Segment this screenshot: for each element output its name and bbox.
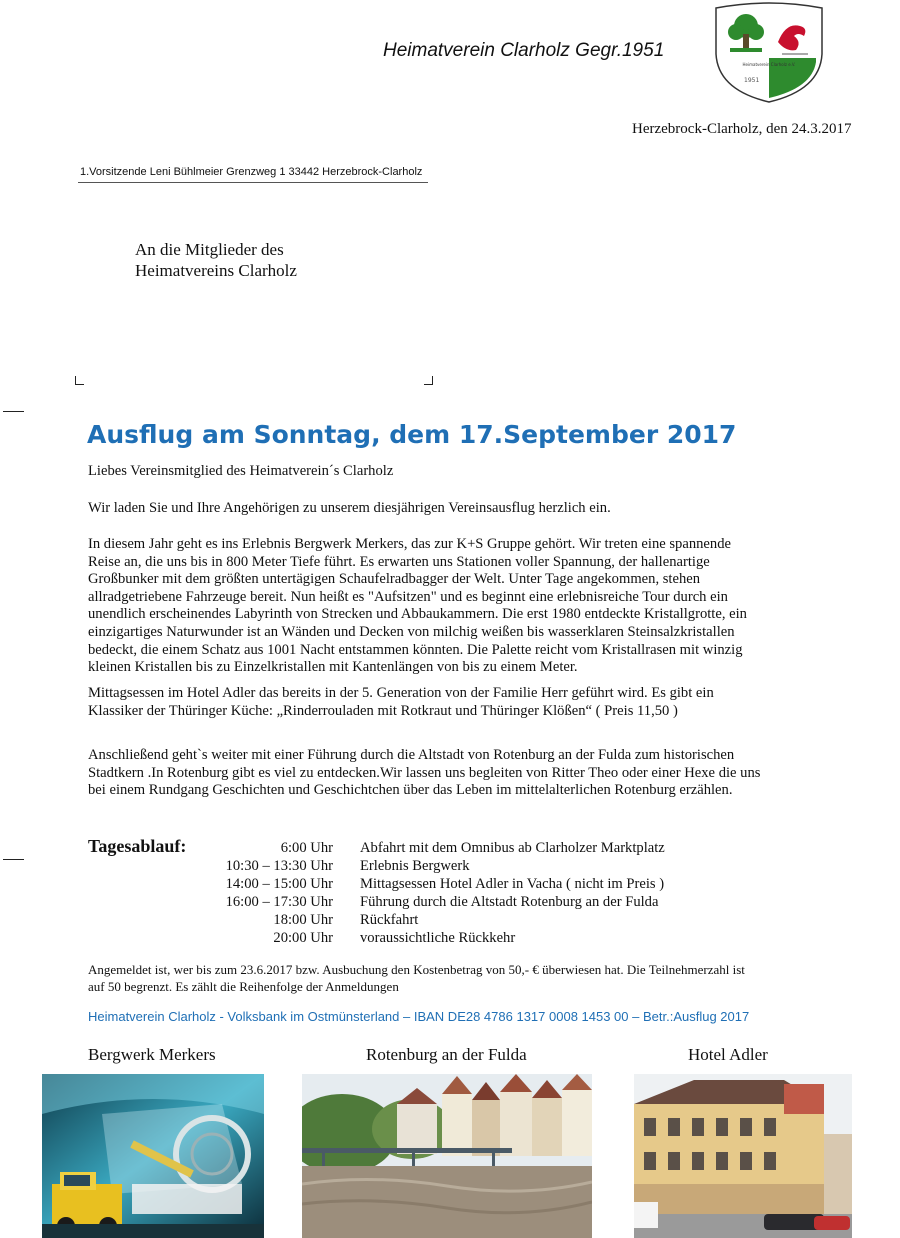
paragraph-bergwerk [88, 536, 818, 677]
paragraph-line: Anschließend geht`s weiter mit einer Führung durch die Altstadt von Rotenburg an der Fulda zum historischen [88, 747, 735, 763]
schedule-event: Mittagsessen Hotel Adler in Vacha ( nicht im Preis ) [360, 876, 665, 892]
paragraph-line: Reise an, die uns bis in 800 Meter Tiefe führt. Es erwarten uns Stationen voller Spannung, der hallenartige [88, 553, 710, 570]
paragraph-lunch [88, 685, 818, 720]
schedule-event: Erlebnis Bergwerk [360, 858, 470, 874]
schedule-time: 18:00 Uhr [273, 912, 333, 928]
hotel-photo [634, 1074, 852, 1238]
schedule-event: Rückfahrt [360, 912, 419, 928]
recipient-line-2: Heimatvereins Clarholz [135, 261, 297, 280]
schedule-row [190, 929, 665, 947]
schedule-time: 14:00 – 15:00 Uhr [225, 876, 333, 892]
photo-caption-hotel: Hotel Adler [688, 1045, 768, 1064]
town-river-photo [302, 1074, 592, 1238]
address-corner-mark-right [424, 376, 433, 385]
schedule-label: Tagesablauf: [88, 836, 187, 856]
paragraph-line: einzigartiges Naturwunder ist an Wänden und Decken von milchig weißen bis wasserklaren Steinsalzkristallen [88, 623, 735, 640]
mine-photo [42, 1074, 264, 1238]
headline: Ausflug am Sonntag, dem 17.September 2017 [87, 420, 737, 449]
registration-line: auf 50 begrenzt. Es zählt die Reihenfolge der Anmeldungen [88, 978, 399, 994]
fold-mark-top [3, 411, 24, 412]
paragraph-rotenburg [88, 747, 818, 800]
paragraph-line: Mittagsessen im Hotel Adler das bereits in der 5. Generation von der Familie Herr geführt wird. Es gibt ein [88, 685, 714, 701]
paragraph-line: kleinen Kristallen bis zu Einzelkristallen mit Kantenlängen von bis zu einem Meter. [88, 659, 578, 676]
paragraph-line: Großbunker mit dem größten untertägigen Schaufelradbagger der Welt. Unter Tage angekommen, stehen [88, 571, 701, 588]
schedule-time: 6:00 Uhr [280, 840, 333, 856]
schedule-time: 20:00 Uhr [273, 930, 333, 946]
sender-line: 1.Vorsitzende Leni Bühlmeier Grenzweg 1 33442 Herzebrock-Clarholz [80, 166, 423, 178]
registration-note [88, 962, 745, 995]
schedule-row [190, 875, 665, 893]
schedule-row [190, 911, 665, 929]
schedule-time: 16:00 – 17:30 Uhr [225, 894, 333, 910]
schedule-row [190, 893, 665, 911]
crest-icon [708, 2, 830, 104]
paragraph-line: In diesem Jahr geht es ins Erlebnis Bergwerk Merkers, das zur K+S Gruppe gehört. Wir treten eine spannende [88, 536, 731, 552]
photo-caption-rotenburg: Rotenburg an der Fulda [366, 1045, 527, 1064]
schedule-event: voraussichtliche Rückkehr [360, 930, 516, 946]
schedule-event: Abfahrt mit dem Omnibus ab Clarholzer Marktplatz [360, 840, 665, 856]
bank-details: Heimatverein Clarholz - Volksbank im Ostmünsterland – IBAN DE28 4786 1317 0008 1453 00 – Betr.:Ausflug 2017 [88, 1009, 750, 1024]
schedule-event: Führung durch die Altstadt Rotenburg an der Fulda [360, 894, 659, 910]
schedule-table [190, 839, 665, 947]
fold-mark-bottom [3, 859, 24, 860]
org-title: Heimatverein Clarholz Gegr.1951 [383, 40, 665, 61]
sender-divider [78, 182, 428, 183]
invitation-text: Wir laden Sie und Ihre Angehörigen zu unserem diesjährigen Vereinsausflug herzlich ein. [88, 500, 611, 516]
recipient-address [135, 239, 297, 281]
address-corner-mark-left [75, 376, 84, 385]
paragraph-line: bei einem Rundgang Geschichten und Geschichtchen über das Leben im mittelalterlichen Rotenburg erzählen. [88, 782, 733, 799]
date-line: Herzebrock-Clarholz, den 24.3.2017 [632, 121, 852, 137]
schedule-time: 10:30 – 13:30 Uhr [225, 858, 333, 874]
greeting: Liebes Vereinsmitglied des Heimatverein´s Clarholz [88, 463, 394, 479]
paragraph-line: bedeckt, die einem Schatz aus 1001 Nacht entstammen könnten. Die Palette reicht vom Kristallrasen mit winzig [88, 641, 743, 658]
paragraph-line: Klassiker der Thüringer Küche: „Rinderrouladen mit Rotkraut und Thüringer Klößen“ ( Preis 11,50 ) [88, 702, 678, 719]
registration-line: Angemeldet ist, wer bis zum 23.6.2017 bzw. Ausbuchung den Kostenbetrag von 50,- € überwiesen hat. Die Teilnehmerzahl ist [88, 962, 745, 977]
paragraph-line: unendlich erscheinendes Labyrinth von Strecken und Abbaukammern. Die erst 1980 entdeckte Kristallgrotte, ein [88, 606, 747, 623]
svg-text:1951: 1951 [744, 77, 760, 84]
paragraph-line: allradgetriebene Fahrzeuge bereit. Nun heißt es "Aufsitzen" und es beginnt eine erlebnisreiche Tour durch ein [88, 588, 728, 605]
paragraph-line: Stadtkern .In Rotenburg gibt es viel zu entdecken.Wir lassen uns begleiten von Ritter Theo oder einer Hexe die uns [88, 764, 761, 781]
svg-text:Heimatverein Clarholz e.V.: Heimatverein Clarholz e.V. [742, 62, 796, 67]
schedule-row [190, 857, 665, 875]
recipient-line-1: An die Mitglieder des [135, 240, 284, 259]
schedule-row [190, 839, 665, 857]
photo-caption-bergwerk: Bergwerk Merkers [88, 1045, 216, 1064]
